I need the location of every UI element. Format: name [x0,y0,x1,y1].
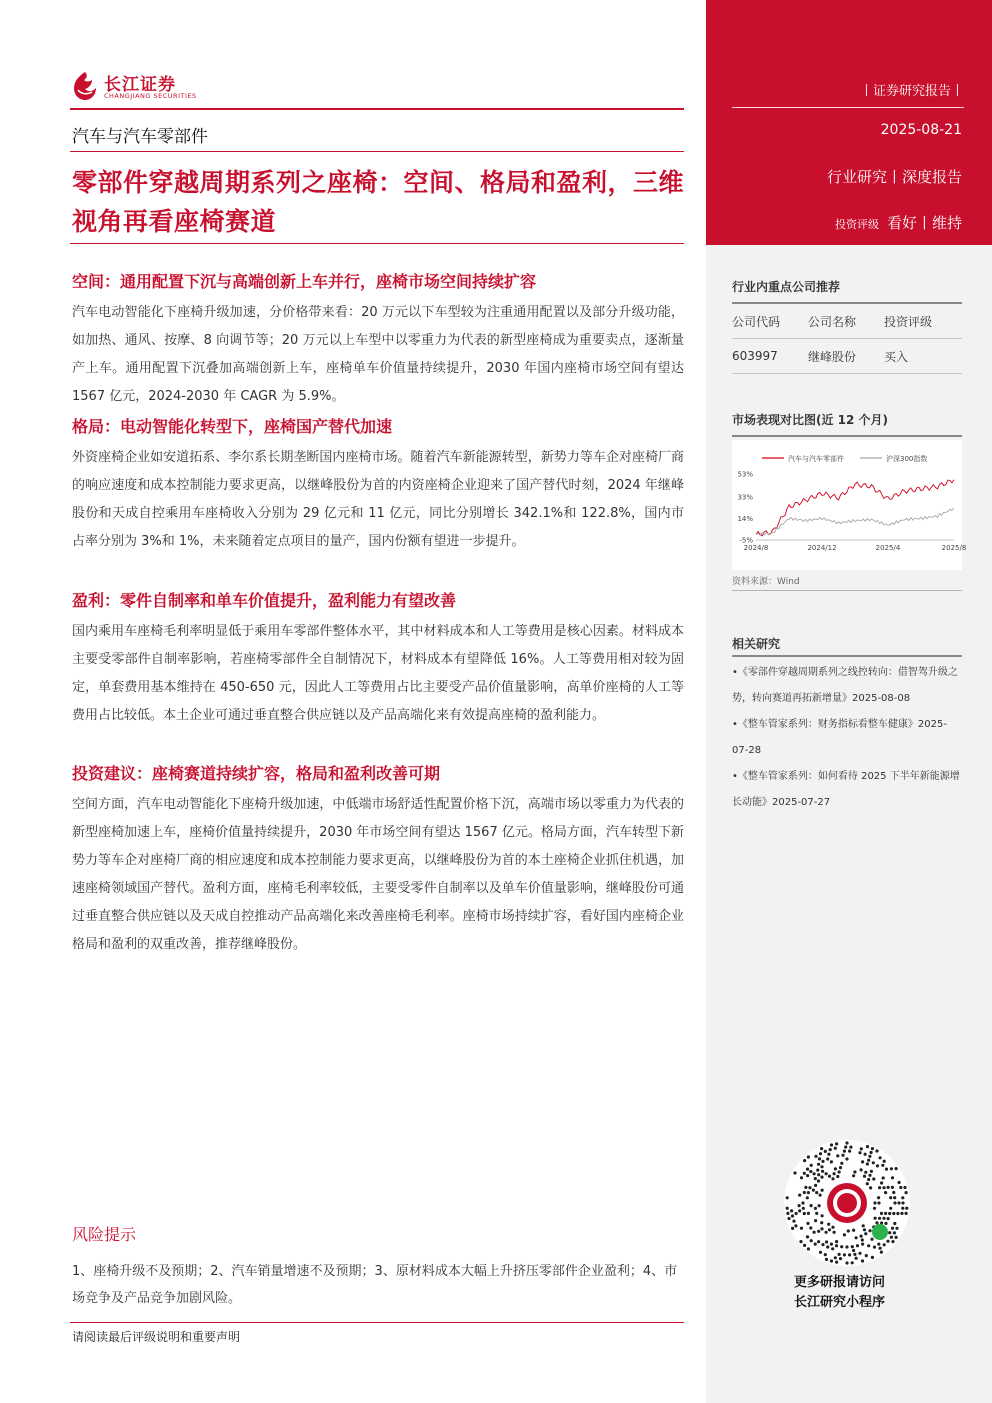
qr-dot [879,1247,882,1250]
report-type: 行业研究丨深度报告 [826,168,962,186]
qr-dot [810,1204,813,1207]
qr-dot [835,1244,838,1247]
qr-dot [843,1233,846,1236]
qr-dot [862,1224,865,1227]
qr-dot [858,1252,861,1255]
qr-dot [802,1207,805,1210]
brand-name: 长江证券 [104,75,176,95]
title-bottom-rule [70,243,684,244]
qr-dot [803,1244,806,1247]
qr-dot [848,1150,851,1153]
qr-dot [868,1229,871,1232]
industry-label: 汽车与汽车零部件 [72,127,208,147]
qr-dot [897,1201,900,1204]
doc-type-label: 丨证券研究报告丨 [859,84,964,99]
x-tick-label: 2025/8 [941,544,967,552]
qr-dot [817,1163,820,1166]
qr-dot [893,1231,896,1234]
qr-dot [858,1151,861,1154]
header-cell: 公司名称 [808,314,857,329]
table-row [732,339,962,374]
qr-dot [798,1209,801,1212]
qr-dot [807,1212,810,1215]
risk-heading: 风险提示 [72,1225,137,1244]
wechat-miniprogram-icon [872,1224,888,1240]
section-body: 空间方面，汽车电动智能化下座椅升级加速，中低端市场舒适性配置价格下沉，高端市场以零重力为代表的新型座椅加速上车，座椅价值量持续提升，2030 年市场空间有望达 1567 亿元。格局方面，汽车转型下新势力等车企对座椅厂商的相应速度和成本控制能力要求更高，以继峰股份为首的本土座椅企业抓住机遇，加速座椅领域国产替代。盈利方面，座椅毛利率较低，主要受零件自制率以及单车价值量影响，继峰股份可通过垂直整合供应链以及天成自控推动产品高端化来改善座椅毛利率。座椅市场持续扩容，看好国内座椅企业格局和盈利的双重改善，推荐继峰股份。 [72,797,684,952]
qr-dot [821,1160,824,1163]
header-cell: 公司代码 [732,314,781,329]
report-title: 零部件穿越周期系列之座椅：空间、格局和盈利，三维视角再看座椅赛道 [72,168,685,236]
qr-dot [786,1196,789,1199]
qr-dot [899,1186,902,1189]
qr-dot [824,1253,827,1256]
companies-title: 行业内重点公司推荐 [732,280,841,294]
section-landscape [72,416,684,556]
qr-dot [877,1243,880,1246]
qr-dot [893,1201,896,1204]
qr-dot [806,1174,809,1177]
qr-dot [795,1212,798,1215]
qr-dot [836,1154,839,1157]
qr-dot [861,1259,864,1262]
qr-dot [900,1212,903,1215]
qr-dot [868,1155,871,1158]
sidebar-header-rule [732,107,964,108]
qr-dot [887,1186,890,1189]
qr-dot [786,1207,789,1210]
qr-dot [843,1253,846,1256]
qr-dot [873,1207,876,1210]
qr-dot [895,1236,898,1239]
qr-dot [867,1159,870,1162]
qr-dot [820,1176,823,1179]
qr-dot [861,1238,864,1241]
x-tick-label: 2024/12 [807,544,837,552]
qr-dot [828,1175,831,1178]
qr-dot [867,1244,870,1247]
related-title: 相关研究 [732,637,781,651]
qr-dot [849,1146,852,1149]
qr-dot [882,1217,885,1220]
qr-dot [880,1251,883,1254]
qr-dot [814,1219,817,1222]
qr-dot [863,1228,866,1231]
qr-dot [852,1249,855,1252]
qr-dot [800,1176,803,1179]
qr-dot [831,1247,834,1250]
qr-dot [888,1212,891,1215]
qr-dot [875,1221,878,1224]
qr-dot [803,1159,806,1162]
qr-dot [791,1214,794,1217]
qr-dot [814,1155,817,1158]
qr-dot [896,1212,899,1215]
qr-dot [905,1207,908,1210]
qr-dot [852,1229,855,1232]
qr-dot [787,1217,790,1220]
section-body: 外资座椅企业如安道拓系、李尔系长期垄断国内座椅市场。随着汽车新能源转型，新势力等车企对座椅厂商的响应速度和成本控制能力要求更高，以继峰股份为首的内资座椅企业迎来了国产替代时刻，2024 年继峰股份和天成自控乘用车座椅收入分别为 29 亿元和 11 亿元，同比分别增长 342.1%和 122.8%，国内市占率分别为 3%和 1%，未来随着定点项目的量产，国内份额有望进一步提升。 [72,450,684,549]
x-tick-label: 2025/4 [875,544,901,552]
x-tick-label: 2024/8 [743,544,769,552]
qr-dot [905,1212,908,1215]
qr-dot [856,1244,859,1247]
qr-dot [860,1235,863,1238]
qr-dot [825,1240,828,1243]
qr-dot [891,1186,894,1189]
qr-dot [882,1176,885,1179]
risk-section [72,1224,684,1312]
qr-dot [806,1235,809,1238]
footer-disclaimer-note: 请阅读最后评级说明和重要声明 [72,1330,241,1344]
qr-dot [835,1142,838,1145]
qr-dot [844,1145,847,1148]
qr-dot [845,1245,848,1248]
qr-dot [869,1186,872,1189]
qr-dot [898,1181,901,1184]
qr-dot [864,1171,867,1174]
qr-dot [807,1191,810,1194]
qr-dot [884,1222,887,1225]
qr-dot [798,1204,801,1207]
rating-row [835,212,962,233]
company-name: 继峰股份 [808,349,857,364]
qr-dot [883,1160,886,1163]
qr-dot [861,1160,864,1163]
qr-dot [814,1243,817,1246]
qr-dot [873,1201,876,1204]
qr-dot [817,1240,820,1243]
qr-dot [905,1191,908,1194]
qr-dot [808,1186,811,1189]
qr-dot [830,1243,833,1246]
qr-dot [848,1253,851,1256]
qr-dot [804,1186,807,1189]
qr-dot [873,1246,876,1249]
qr-dot [878,1186,881,1189]
qr-dot [834,1167,837,1170]
section-investment-advice [72,763,684,959]
qr-dot [806,1168,809,1171]
qr-dot [847,1229,850,1232]
qr-dot [826,1157,829,1160]
qr-dot [807,1155,810,1158]
section-heading: 格局：电动智能化转型下，座椅国产替代加速 [72,417,393,436]
y-tick-label: 14% [737,514,753,523]
qr-dot [864,1153,867,1156]
qr-dot [833,1172,836,1175]
qr-dot [814,1184,817,1187]
qr-dot [815,1191,818,1194]
qr-dot [890,1236,893,1239]
qr-dot [803,1172,806,1175]
qr-dot [830,1259,833,1262]
section-body: 汽车电动智能化下座椅升级加速，分价格带来看：20 万元以下车型较为注重通用配置以及部分升级功能，如加热、通风、按摩、8 向调节等；20 万元以上车型中以零重力为代表的新型座椅成为重要卖点，逐渐量产上车。通用配置下沉叠加高端创新上车，座椅单车价值量持续提升，2030 年国内座椅市场空间有望达 1567 亿元，2024-2030 年 CAGR 为 5.9%。 [72,305,684,404]
qr-dot [825,1172,828,1175]
qr-dot [814,1207,817,1210]
title-top-rule [70,151,684,152]
header-cell: 投资评级 [884,314,933,329]
qr-dot [821,1214,824,1217]
qr-dot [791,1227,794,1230]
legend-label: 汽车与汽车零部件 [788,455,844,463]
qr-dot [819,1251,822,1254]
qr-dot [895,1227,898,1230]
qr-dot [820,1227,823,1230]
qr-dot [877,1196,880,1199]
chart-top-rule [732,435,962,437]
qr-dot [880,1181,883,1184]
chart-bottom-rule [732,590,962,591]
qr-dot [866,1182,869,1185]
qr-dot [812,1189,815,1192]
qr-dot [871,1256,874,1259]
qr-dot [831,1177,834,1180]
qr-dot [879,1156,882,1159]
qr-dot [826,1245,829,1248]
qr-dot [845,1141,848,1144]
qr-dot [835,1240,838,1243]
qr-dot [824,1150,827,1153]
qr-dot [893,1222,896,1225]
qr-dot [834,1147,837,1150]
report-date: 2025-08-21 [880,122,962,138]
qr-dot [901,1201,904,1204]
qr-dot [861,1243,864,1246]
qr-dot [870,1170,873,1173]
qr-dot [835,1261,838,1264]
qr-dot [867,1178,870,1181]
qr-dot [886,1240,889,1243]
qr-dot [866,1162,869,1165]
section-profit [72,590,684,730]
qr-dot [813,1231,816,1234]
qr-dot [890,1167,893,1170]
y-tick-label: 33% [737,493,753,502]
section-space [72,271,684,411]
qr-dot [884,1212,887,1215]
qr-dot [838,1253,841,1256]
qr-dot [851,1261,854,1264]
qr-dot [821,1243,824,1246]
qr-dot [806,1196,809,1199]
qr-dot [895,1167,898,1170]
qr-dot [845,1261,848,1264]
qr-dot [830,1160,833,1163]
qr-dot [853,1170,856,1173]
qr-dot [810,1239,813,1242]
qr-dot [877,1201,880,1204]
qr-dot [883,1243,886,1246]
qr-dot [830,1143,833,1146]
qr-dot [819,1194,822,1197]
qr-dot [876,1164,879,1167]
qr-dot [889,1207,892,1210]
related-research-item[interactable]: •《零部件穿越周期系列之线控转向：借智驾升级之势，转向赛道再拓新增量》2025-08-08 [732,667,958,704]
qr-caption-line: 长江研究小程序 [794,1295,886,1310]
qr-dot [794,1224,797,1227]
qr-dot [821,1170,824,1173]
qr-dot [839,1257,842,1260]
qr-dot [852,1174,855,1177]
qr-caption [794,1273,885,1313]
table-header-row [732,304,962,339]
risk-body: 1、座椅升级不及预期；2、汽车销量增速不及预期；3、原材料成本大幅上升挤压零部件企业盈利；4、市场竞争及产品竞争加剧风险。 [72,1264,678,1306]
qr-dot [793,1171,796,1174]
qr-dot [860,1168,863,1171]
company-rating: 买入 [884,349,909,364]
related-research-item[interactable]: •《整车管家系列：财务指标看整车健康》2025-07-28 [732,719,947,756]
y-tick-label: 53% [737,470,753,479]
qr-dot [868,1174,871,1177]
qr-dot [888,1231,891,1234]
qr-dot [807,1247,810,1250]
y-tick-label: -5% [739,536,753,545]
qr-dot [872,1161,875,1164]
related-top-rule [732,655,962,657]
qr-dot [891,1227,894,1230]
qr-dot [816,1169,819,1172]
company-code: 603997 [732,349,778,363]
qr-dot [792,1220,795,1223]
qr-caption-line: 更多研报请访问 [794,1275,886,1290]
qr-dot [882,1186,885,1189]
qr-dot [870,1238,873,1241]
qr-dot [871,1147,874,1150]
qr-dot [840,1245,843,1248]
qr-dot [831,1226,834,1229]
qr-dot [803,1191,806,1194]
qr-dot [803,1212,806,1215]
qr-dot [820,1165,823,1168]
companies-table [732,304,962,374]
qr-dot [827,1223,830,1226]
brand-logo [70,70,210,104]
qr-dot [864,1232,867,1235]
qr-dot [901,1207,904,1210]
qr-dot [809,1226,812,1229]
qr-dot [885,1168,888,1171]
qr-dot [866,1145,869,1148]
qr-dot [881,1164,884,1167]
qr-dot [809,1170,812,1173]
performance-chart-svg [732,440,967,570]
qr-dot [819,1152,822,1155]
sidebar-header [706,0,992,245]
qr-dot [891,1176,894,1179]
qr-dot [820,1221,823,1224]
rating-label: 投资评级 [834,218,879,231]
legend-label: 沪深300指数 [886,455,928,463]
qr-dot [801,1201,804,1204]
qr-dot [860,1147,863,1150]
qr-dot [880,1212,883,1215]
qr-dot [821,1189,824,1192]
qr-dot [853,1253,856,1256]
qr-dot [889,1196,892,1199]
qr-dot [870,1151,873,1154]
section-body: 国内乘用车座椅毛利率明显低于乘用车零部件整体水平，其中材料成本和人工等费用是核心因素。材料成本主要受零部件自制率影响，若座椅零部件全自制情况下，材料成本有望降低 16%。人工等费用相对较为固定，单套费用基本维持在 450-650 元，因此人工等费用占比主要受产品价值量影响，高单价座椅的人工等费用占比较低。本土企业可通过垂直整合供应链以及产品高端化来有效提高座椅的盈利能力。 [72,624,684,723]
qr-dot [843,1150,846,1153]
qr-dot [874,1217,877,1220]
qr-dot [799,1240,802,1243]
footer-rule [70,1322,684,1323]
chart-title: 市场表现对比图(近 12 个月) [732,413,889,427]
qr-dot [827,1153,830,1156]
qr-dot [790,1209,793,1212]
qr-dot [863,1175,866,1178]
qr-dot [806,1222,809,1225]
qr-code-icon [784,1140,910,1266]
section-heading: 投资建议：座椅赛道持续扩容，格局和盈利改善可期 [72,764,441,783]
qr-dot [817,1230,820,1233]
qr-dot [813,1172,816,1175]
brand-name-en: CHANGJIANG SECURITIES [104,92,197,100]
qr-dot [834,1256,837,1259]
qr-dot [865,1254,868,1257]
qr-dot [817,1173,820,1176]
qr-dot [786,1212,789,1215]
qr-dot [893,1196,896,1199]
qr-dot [818,1204,821,1207]
qr-dot [800,1227,803,1230]
related-research-item[interactable]: •《整车管家系列：如何看待 2025 下半年新能源增长动能》2025-07-27 [732,771,960,808]
qr-dot [892,1191,895,1194]
qr-dot [798,1194,801,1197]
qr-dot [878,1217,881,1220]
changjiang-logo-icon [70,70,100,102]
qr-dot [891,1240,894,1243]
qr-dot [903,1186,906,1189]
market-performance-chart [732,440,967,570]
qr-dot [838,1170,841,1173]
qr-dot [841,1154,844,1157]
qr-dot [820,1147,823,1150]
qr-dot [818,1157,821,1160]
qr-dot [814,1177,817,1180]
qr-dot [817,1179,820,1182]
qr-dot [872,1177,875,1180]
qr-dot [875,1149,878,1152]
qr-dot [840,1162,843,1165]
qr-dot [810,1164,813,1167]
section-heading: 盈利：零件自制率和单车价值提升，盈利能力有望改善 [72,591,457,610]
qr-dot [845,1157,848,1160]
qr-dot [836,1175,839,1178]
qr-dot [825,1231,828,1234]
qr-dot [892,1212,895,1215]
header-rule [70,108,684,110]
qr-dot [828,1228,831,1231]
rating-value: 看好丨维持 [886,214,962,232]
qr-dot [855,1257,858,1260]
mini-program-qr-code[interactable] [784,1140,910,1266]
related-research-list [732,660,962,816]
qr-dot [851,1245,854,1248]
chart-source: 资料来源：Wind [732,577,800,587]
qr-dot [815,1212,818,1215]
qr-dot [833,1231,836,1234]
qr-dot [884,1191,887,1194]
qr-dot [839,1166,842,1169]
qr-dot [825,1258,828,1261]
qr-dot [829,1148,832,1151]
qr-dot [901,1196,904,1199]
qr-dot [855,1236,858,1239]
section-heading: 空间：通用配置下沉与高端创新上车并行，座椅市场空间持续扩容 [72,272,537,291]
qr-dot [887,1217,890,1220]
qr-center-core [837,1193,857,1213]
